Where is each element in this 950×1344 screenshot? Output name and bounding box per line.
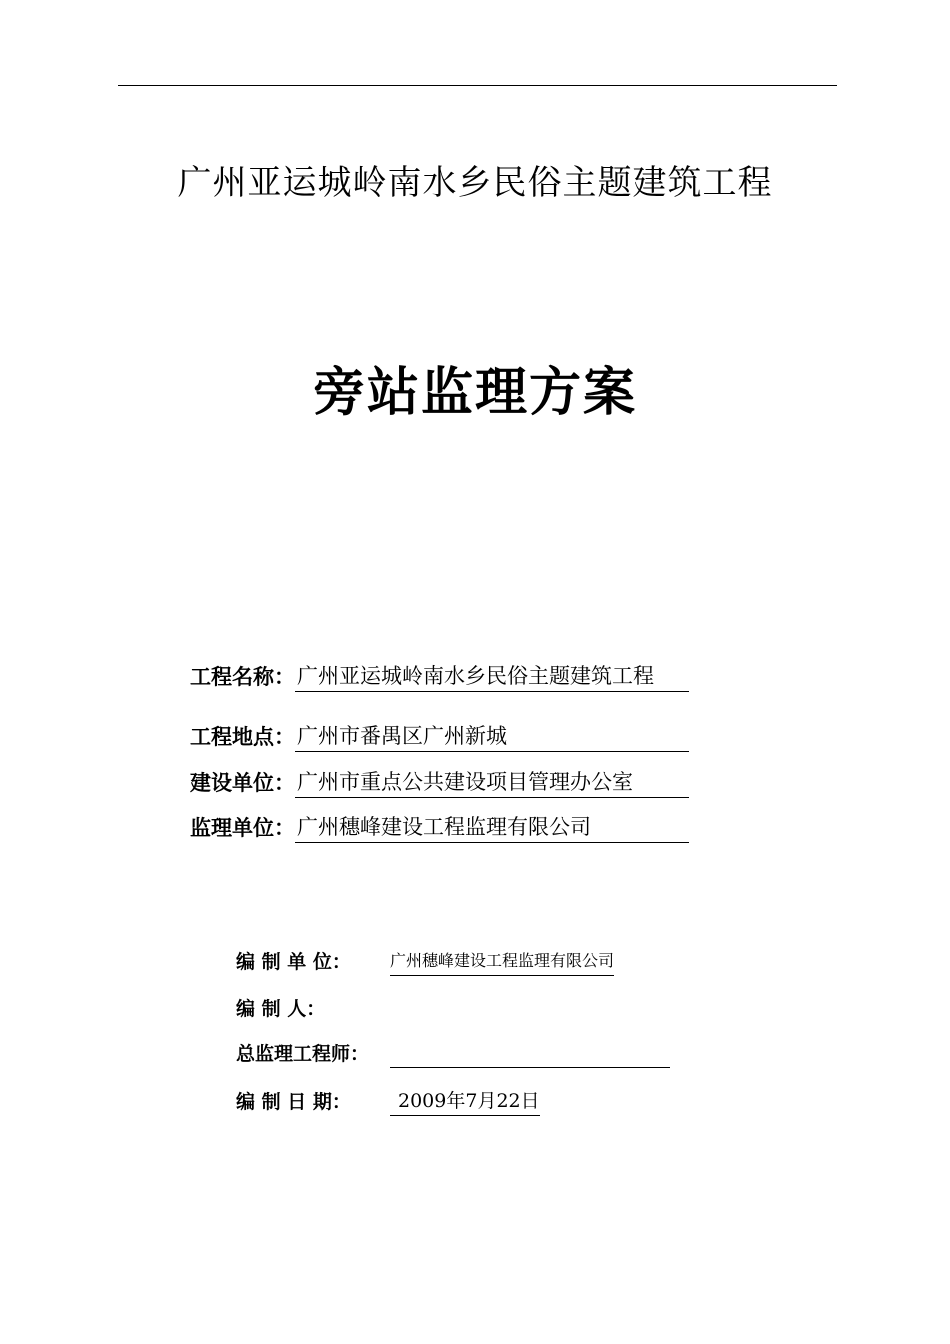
- project-name-row: [190, 662, 689, 692]
- project-heading: 广州亚运城岭南水乡民俗主题建筑工程: [177, 163, 773, 203]
- project-location-label: 工程地点：: [190, 725, 295, 749]
- project-location-value: 广州市番禺区广州新城: [295, 721, 689, 752]
- supervision-unit-row: [190, 813, 689, 843]
- compiler-label: 编 制 人：: [236, 998, 326, 1020]
- chief-engineer-row: [236, 1040, 670, 1068]
- project-name-label: 工程名称：: [190, 665, 295, 689]
- project-name-value: 广州亚运城岭南水乡民俗主题建筑工程: [295, 661, 689, 692]
- compiler-row: [236, 995, 390, 1023]
- chief-engineer-value: [390, 1041, 670, 1068]
- chief-engineer-label: 总监理工程师：: [236, 1043, 370, 1065]
- document-title: 旁站监理方案: [312, 362, 637, 423]
- compiling-unit-row: [236, 948, 614, 976]
- compile-date-label: 编 制 日 期：: [236, 1091, 351, 1113]
- client-unit-value: 广州市重点公共建设项目管理办公室: [295, 767, 689, 798]
- compile-date-value: 2009年7月22日: [390, 1087, 540, 1116]
- supervision-unit-value: 广州穗峰建设工程监理有限公司: [295, 812, 689, 843]
- compiling-unit-value: 广州穗峰建设工程监理有限公司: [390, 947, 614, 976]
- client-unit-row: [190, 768, 689, 798]
- supervision-unit-label: 监理单位：: [190, 816, 295, 840]
- header-rule: [118, 85, 837, 86]
- client-unit-label: 建设单位：: [190, 771, 295, 795]
- project-location-row: [190, 722, 689, 752]
- compiling-unit-label: 编 制 单 位：: [236, 951, 351, 973]
- compile-date-row: [236, 1088, 540, 1116]
